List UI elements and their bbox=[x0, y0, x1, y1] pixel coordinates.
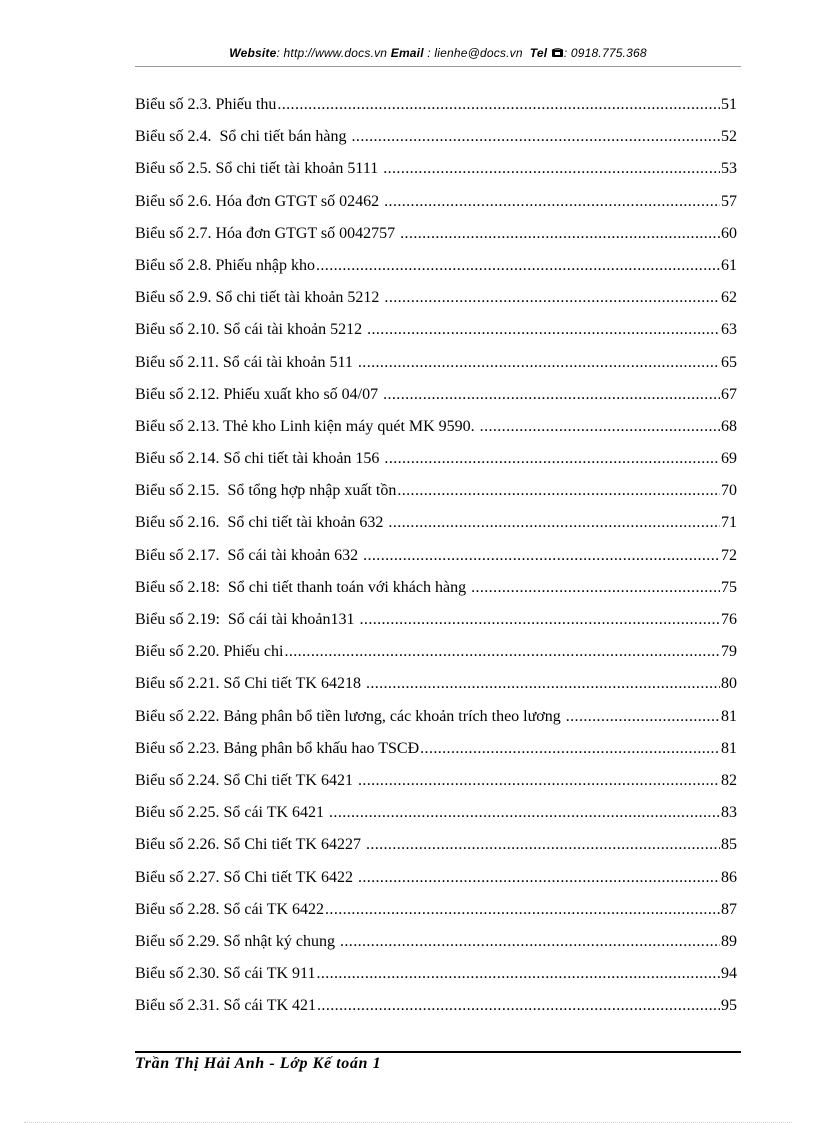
toc-entry-title: Biểu số 2.6. Hóa đơn GTGT số 02462 bbox=[135, 192, 384, 210]
toc-entry-title: Biểu số 2.8. Phiếu nhập kho bbox=[135, 256, 315, 274]
toc-dot-leader bbox=[384, 447, 720, 471]
toc-entry-page-number: 60 bbox=[721, 224, 737, 242]
toc-entry-page-number: 63 bbox=[721, 321, 737, 339]
toc-dot-leader bbox=[358, 866, 720, 890]
tel-label: Tel bbox=[529, 46, 548, 60]
toc-dot-leader bbox=[352, 125, 720, 149]
toc-entry[interactable] bbox=[135, 801, 737, 833]
toc-entry-page-number: 70 bbox=[721, 482, 737, 500]
toc-entry-page-number: 61 bbox=[721, 256, 737, 274]
toc-entry-page-number: 51 bbox=[721, 96, 737, 113]
toc-dot-leader bbox=[340, 930, 720, 954]
website-label: Website bbox=[229, 46, 277, 60]
toc-dot-leader bbox=[325, 898, 720, 922]
toc-entry-title: Biểu số 2.15. Sổ tổng hợp nhập xuất tồn bbox=[135, 482, 397, 500]
toc-entry-title: Biểu số 2.11. Sổ cái tài khoản 511 bbox=[135, 353, 357, 371]
toc-entry-title: Biểu số 2.27. Sổ Chi tiết TK 6422 bbox=[135, 868, 357, 886]
toc-entry[interactable] bbox=[135, 157, 737, 189]
toc-entry[interactable] bbox=[135, 544, 737, 576]
toc-dot-leader bbox=[388, 511, 720, 535]
toc-entry[interactable] bbox=[135, 125, 737, 157]
toc-dot-leader bbox=[383, 157, 720, 181]
toc-entry[interactable] bbox=[135, 898, 737, 930]
toc-entry-page-number: 87 bbox=[721, 900, 737, 918]
toc-entry[interactable] bbox=[135, 672, 737, 704]
toc-entry[interactable] bbox=[135, 447, 737, 479]
toc-entry-page-number: 68 bbox=[721, 417, 737, 435]
toc-entry-title: Biểu số 2.4. Sổ chi tiết bán hàng bbox=[135, 128, 351, 146]
toc-entry-page-number: 72 bbox=[721, 546, 737, 564]
toc-entry-page-number: 81 bbox=[721, 739, 737, 757]
toc-entry[interactable] bbox=[135, 415, 737, 447]
toc-dot-leader bbox=[358, 769, 720, 793]
toc-entry-title: Biểu số 2.28. Sổ cái TK 6422 bbox=[135, 900, 325, 918]
toc-entry[interactable] bbox=[135, 576, 737, 608]
phone-icon bbox=[551, 47, 564, 58]
toc-dot-leader bbox=[316, 254, 720, 278]
toc-entry[interactable] bbox=[135, 93, 737, 125]
toc-dot-leader bbox=[471, 576, 720, 600]
tel-value: : 0918.775.368 bbox=[563, 46, 647, 60]
toc-entry-page-number: 95 bbox=[721, 997, 737, 1015]
toc-dot-leader bbox=[317, 994, 720, 1018]
toc-entry-title: Biểu số 2.16. Sổ chi tiết tài khoản 632 bbox=[135, 514, 388, 532]
table-of-contents bbox=[135, 93, 737, 1026]
toc-entry-title: Biểu số 2.9. Sổ chi tiết tài khoản 5212 bbox=[135, 289, 384, 307]
toc-entry[interactable] bbox=[135, 511, 737, 543]
toc-entry[interactable] bbox=[135, 962, 737, 994]
toc-entry-title: Biểu số 2.5. Sổ chi tiết tài khoản 5111 bbox=[135, 160, 383, 178]
page-header bbox=[135, 46, 741, 60]
email-value: : lienhe@docs.vn bbox=[423, 46, 523, 60]
toc-entry-title: Biểu số 2.7. Hóa đơn GTGT số 0042757 bbox=[135, 224, 400, 242]
toc-dot-leader bbox=[277, 93, 720, 117]
toc-entry-title: Biểu số 2.10. Sổ cái tài khoản 5212 bbox=[135, 321, 367, 339]
toc-entry-title: Biểu số 2.30. Sổ cái TK 911 bbox=[135, 965, 316, 983]
toc-dot-leader bbox=[384, 286, 720, 310]
toc-entry-title: Biểu số 2.23. Bảng phân bổ khấu hao TSCĐ bbox=[135, 739, 420, 757]
toc-entry[interactable] bbox=[135, 705, 737, 737]
toc-entry[interactable] bbox=[135, 190, 737, 222]
toc-entry-page-number: 85 bbox=[721, 836, 737, 854]
toc-entry[interactable] bbox=[135, 254, 737, 286]
toc-entry[interactable] bbox=[135, 286, 737, 318]
toc-entry-page-number: 69 bbox=[721, 450, 737, 468]
toc-entry[interactable] bbox=[135, 351, 737, 383]
toc-entry[interactable] bbox=[135, 479, 737, 511]
toc-entry[interactable] bbox=[135, 222, 737, 254]
toc-entry-page-number: 86 bbox=[721, 868, 737, 886]
toc-entry-page-number: 62 bbox=[721, 289, 737, 307]
toc-entry-title: Biểu số 2.14. Sổ chi tiết tài khoản 156 bbox=[135, 450, 384, 468]
toc-entry-page-number: 80 bbox=[721, 675, 737, 693]
toc-entry-page-number: 81 bbox=[721, 707, 737, 725]
toc-entry-page-number: 53 bbox=[721, 160, 737, 178]
footer-author: Trần Thị Hải Anh - Lớp Kế toán 1 bbox=[135, 1055, 382, 1072]
footer-divider bbox=[135, 1051, 741, 1053]
toc-entry-page-number: 79 bbox=[721, 643, 737, 661]
toc-dot-leader bbox=[384, 190, 720, 214]
toc-dot-leader bbox=[316, 962, 720, 986]
toc-dot-leader bbox=[420, 737, 720, 761]
toc-entry-title: Biểu số 2.31. Sổ cái TK 421 bbox=[135, 997, 317, 1015]
toc-entry[interactable] bbox=[135, 737, 737, 769]
toc-dot-leader bbox=[363, 544, 720, 568]
toc-entry-page-number: 65 bbox=[721, 353, 737, 371]
website-value: : http://www.docs.vn bbox=[276, 46, 388, 60]
toc-entry-title: Biểu số 2.20. Phiếu chi bbox=[135, 643, 284, 661]
toc-dot-leader bbox=[329, 801, 720, 825]
toc-entry[interactable] bbox=[135, 866, 737, 898]
toc-entry-title: Biểu số 2.25. Sổ cái TK 6421 bbox=[135, 804, 329, 822]
toc-entry-page-number: 82 bbox=[721, 771, 737, 789]
toc-entry[interactable] bbox=[135, 994, 737, 1026]
toc-entry-title: Biểu số 2.18: Sổ chi tiết thanh toán với khách hàng bbox=[135, 578, 471, 596]
toc-entry[interactable] bbox=[135, 608, 737, 640]
toc-dot-leader bbox=[360, 608, 720, 632]
email-label: Email bbox=[390, 46, 424, 60]
toc-entry[interactable] bbox=[135, 383, 737, 415]
toc-dot-leader bbox=[366, 672, 720, 696]
toc-entry-title: Biểu số 2.24. Sổ Chi tiết TK 6421 bbox=[135, 771, 357, 789]
toc-entry-page-number: 94 bbox=[721, 965, 737, 983]
toc-entry-title: Biểu số 2.29. Sổ nhật ký chung bbox=[135, 932, 339, 950]
toc-dot-leader bbox=[358, 351, 720, 375]
toc-entry-page-number: 76 bbox=[721, 611, 737, 628]
toc-entry-title: Biểu số 2.17. Sổ cái tài khoản 632 bbox=[135, 546, 363, 564]
toc-dot-leader bbox=[400, 222, 720, 246]
toc-dot-leader bbox=[566, 705, 720, 729]
toc-entry-title: Biểu số 2.3. Phiếu thu bbox=[135, 96, 277, 113]
toc-dot-leader bbox=[367, 318, 720, 342]
toc-entry-title: Biểu số 2.26. Sổ Chi tiết TK 64227 bbox=[135, 836, 365, 854]
toc-entry-title: Biểu số 2.19: Sổ cái tài khoản131 bbox=[135, 611, 359, 628]
toc-entry-page-number: 67 bbox=[721, 385, 737, 403]
toc-dot-leader bbox=[397, 479, 720, 503]
toc-entry[interactable] bbox=[135, 769, 737, 801]
toc-entry[interactable] bbox=[135, 930, 737, 962]
toc-entry-page-number: 52 bbox=[721, 128, 737, 146]
toc-entry-title: Biểu số 2.13. Thẻ kho Linh kiện máy quét MK 9590. bbox=[135, 417, 479, 435]
toc-entry-page-number: 57 bbox=[721, 192, 737, 210]
toc-entry[interactable] bbox=[135, 833, 737, 865]
toc-entry-title: Biểu số 2.21. Sổ Chi tiết TK 64218 bbox=[135, 675, 365, 693]
toc-entry-page-number: 89 bbox=[721, 932, 737, 950]
toc-dot-leader bbox=[366, 833, 720, 857]
toc-entry-page-number: 83 bbox=[721, 804, 737, 822]
toc-entry[interactable] bbox=[135, 640, 737, 672]
toc-entry-page-number: 75 bbox=[721, 578, 737, 596]
toc-dot-leader bbox=[284, 640, 720, 664]
toc-entry-page-number: 71 bbox=[721, 514, 737, 532]
toc-dot-leader bbox=[480, 415, 720, 439]
toc-dot-leader bbox=[383, 383, 720, 407]
toc-entry-title: Biểu số 2.22. Bảng phân bổ tiền lương, các khoản trích theo lương bbox=[135, 707, 565, 725]
header-divider bbox=[135, 66, 741, 67]
toc-entry[interactable] bbox=[135, 318, 737, 350]
toc-entry-title: Biểu số 2.12. Phiếu xuất kho số 04/07 bbox=[135, 385, 383, 403]
